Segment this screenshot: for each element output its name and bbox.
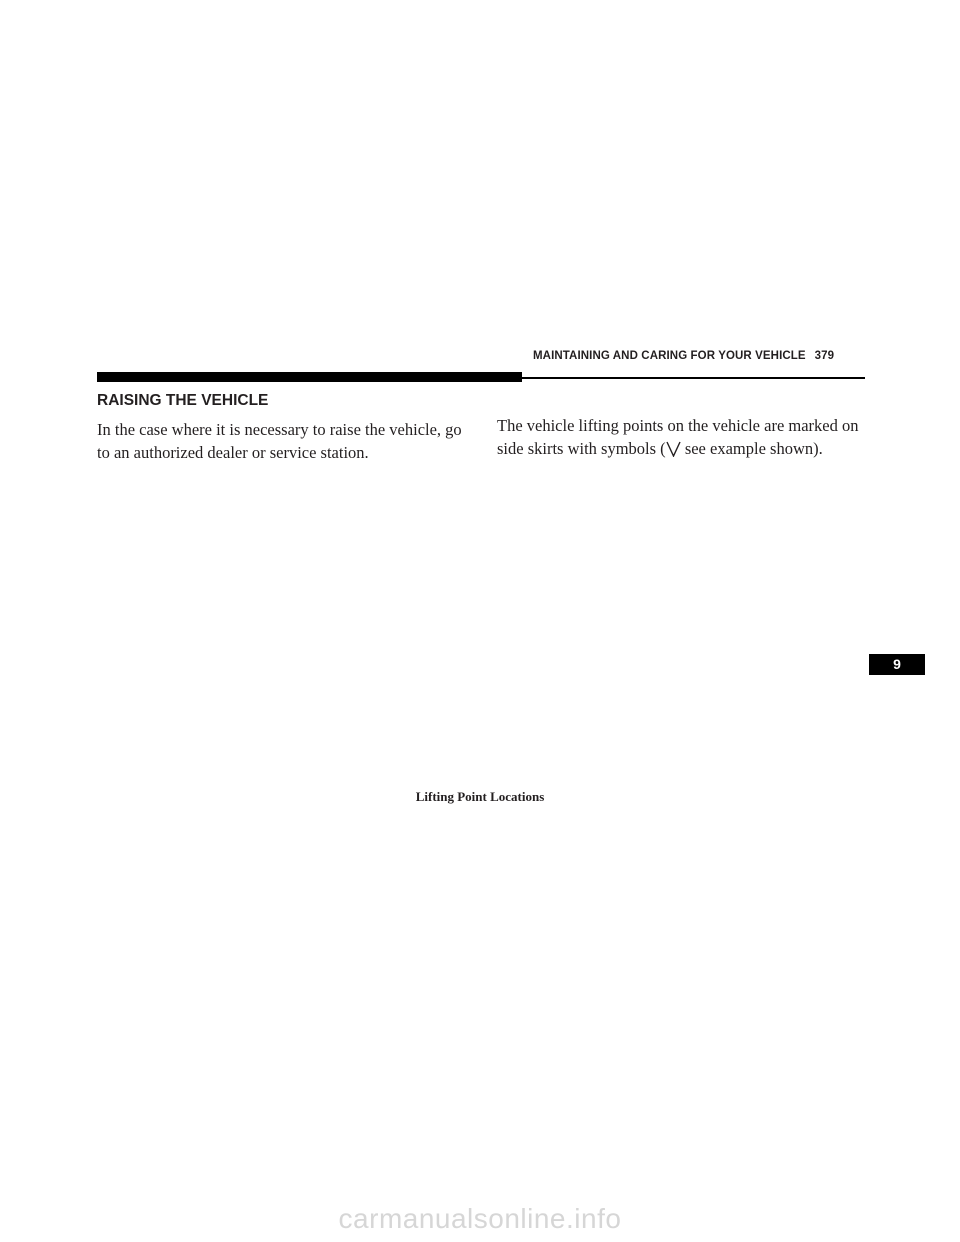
paragraph-lifting-points-start: The vehicle lifting points on the vehicle are marked on side skirts with symbols ( <box>497 416 859 458</box>
running-head-title: MAINTAINING AND CARING FOR YOUR VEHICLE <box>533 350 806 362</box>
triangle-down-icon <box>666 441 681 457</box>
chapter-tab: 9 <box>869 654 925 675</box>
section-title: RAISING THE VEHICLE <box>97 392 269 409</box>
paragraph-lifting-points-end: see example shown). <box>684 438 823 458</box>
page-number: 379 <box>814 350 835 362</box>
figure-caption: Lifting Point Locations <box>415 789 545 804</box>
paragraph-raise-vehicle: In the case where it is necessary to raise the vehicle, go to an authorized dealer or service station. <box>97 420 462 462</box>
header-rule-thick <box>97 372 522 382</box>
paragraph-lifting-points <box>497 415 872 460</box>
lifting-points-figure <box>97 470 865 780</box>
running-head <box>533 350 834 362</box>
header-rule-thin <box>522 377 865 379</box>
watermark: carmanualsonline.info <box>338 1203 622 1234</box>
